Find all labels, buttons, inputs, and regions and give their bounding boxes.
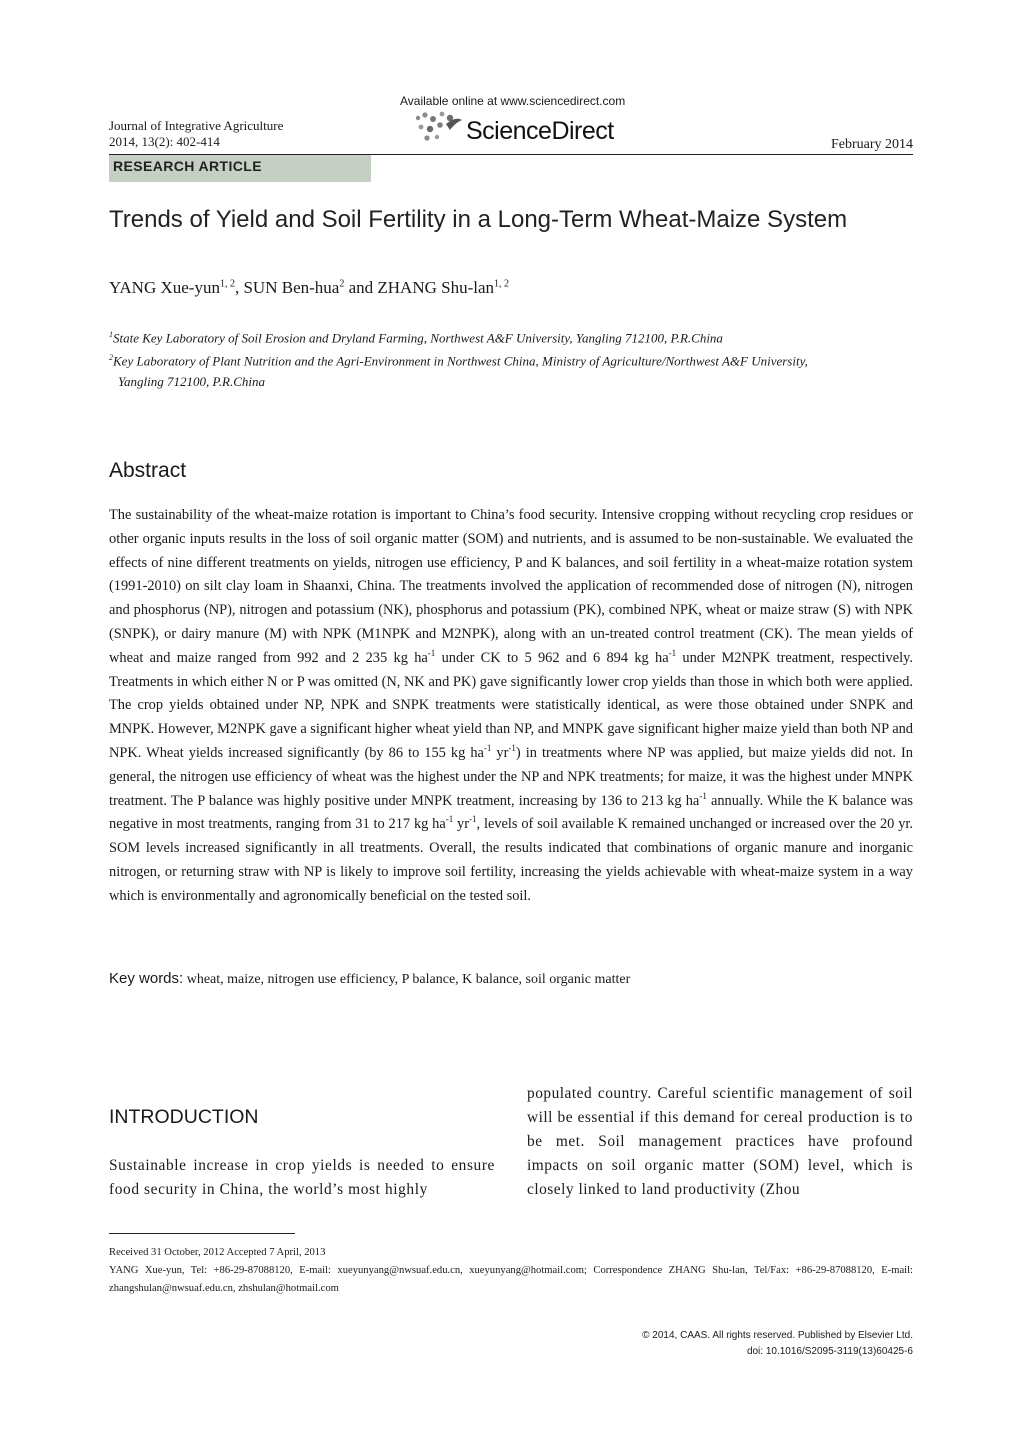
author-affiliation-mark: 2 — [339, 278, 345, 290]
author-separator: , — [234, 278, 244, 297]
introduction-heading: INTRODUCTION — [109, 1106, 259, 1128]
author-name: ZHANG Shu-lan — [377, 278, 495, 297]
affiliation-list — [109, 325, 913, 392]
author-list — [109, 278, 509, 298]
sciencedirect-wordmark: ScienceDirect — [466, 117, 614, 145]
affiliation-text: Key Laboratory of Plant Nutrition and the Agri-Environment in Northwest China, Ministry of Agriculture/Northwest A&F University, — [113, 353, 808, 369]
journal-issue: 2014, 13(2): 402-414 — [109, 134, 220, 149]
author-contact: YANG Xue-yun, Tel: +86-29-87088120, E-mail: xueyunyang@nwsuaf.edu.cn, xueyunyang@hotmail.com; Correspondence ZHANG Shu-lan, Tel/Fax: +86-29-87088120, E-mail: zhangshulan@nwsuaf.edu.cn, zhshulan@hotmail.com — [109, 1265, 913, 1294]
footnotes — [109, 1244, 913, 1298]
doi: doi: 10.1016/S2095-3119(13)60425-6 — [746, 1346, 913, 1357]
abstract-heading: Abstract — [109, 459, 187, 482]
abstract-text-run: under M2NPK treatment, respectively. Treatments in which either N or P was omitted (N, NK and PK) gave significantly lower crop yields than those in which both were applied. The crop yields obtained under NP, NPK and SNPK treatments were statistically identical, as were those obtained under SNPK and MNPK. However, M2NPK gave a significant higher wheat yield than NP, and MNPK gave significant higher maize yield than both NP and NPK. Wheat yields increased significantly (by 86 to 155 kg ha — [109, 649, 913, 761]
keywords-text: wheat, maize, nitrogen use efficiency, P balance, K balance, soil organic matter — [183, 972, 631, 987]
footnote-divider — [109, 1233, 295, 1234]
abstract-text-run: annually. While the K balance was negative in most treatments, ranging from 31 to 217 kg ha — [109, 792, 913, 833]
journal-name: Journal of Integrative Agriculture — [109, 118, 284, 133]
journal-info — [109, 118, 283, 150]
abstract-text-run: , levels of soil available K remained unchanged or increased over the 20 yr. SOM levels increased significantly in all treatments. Overall, the results indicated that combinations of organic manure and inorganic nitrogen, or returning straw with NP is likely to improve soil fertility, increasing the yields achievable with wheat-maize system in a way which is environmentally and agronomically beneficial on the tested soil. — [109, 816, 913, 904]
affiliation — [109, 348, 913, 371]
copyright-notice: © 2014, CAAS. All rights reserved. Published by Elsevier Ltd. — [642, 1330, 913, 1341]
superscript: -1 — [483, 743, 492, 754]
superscript: -1 — [427, 647, 436, 658]
copyright-block — [642, 1328, 913, 1360]
author-name: SUN Ben-hua — [243, 278, 340, 297]
publication-date: February 2014 — [830, 137, 913, 152]
article-type-label: RESEARCH ARTICLE — [113, 158, 262, 174]
keywords — [109, 970, 630, 988]
introduction-right-column: populated country. Careful scientific management of soil will be essential if this demand for cereal production is to be met. Soil management practices have profound impacts on soil organic matter (SOM) level, which is closely linked to land productivity (Zhou — [527, 1085, 913, 1198]
introduction-left-column: Sustainable increase in crop yields is needed to ensure food security in China, the world’s most highly — [109, 1157, 495, 1198]
received-dates: Received 31 October, 2012 Accepted 7 April, 2013 — [109, 1247, 326, 1258]
author-affiliation-mark: 1, 2 — [219, 278, 235, 290]
affiliation-text: State Key Laboratory of Soil Erosion and Dryland Farming, Northwest A&F University, Yangling 712100, P.R.China — [113, 330, 723, 346]
affiliation — [109, 325, 913, 348]
abstract-text-run: ) in treatments where NP was applied, but maize yields did not. In general, the nitrogen use efficiency of wheat was the highest under the NP and NPK treatments; for maize, it was the highest under MNPK treatment. The P balance was highly positive under MNPK treatment, increasing by 136 to 213 kg ha — [109, 744, 913, 809]
abstract-text-run: yr — [491, 744, 509, 761]
keywords-label: Key words — [109, 970, 180, 987]
superscript: -1 — [508, 743, 516, 754]
article-title: Trends of Yield and Soil Fertility in a Long-Term Wheat-Maize System — [109, 206, 848, 233]
superscript: -1 — [445, 814, 454, 825]
author-separator: and — [344, 278, 378, 297]
author-name: YANG Xue-yun — [109, 278, 220, 297]
abstract-body — [109, 504, 913, 909]
affiliation-mark: 2 — [109, 353, 113, 363]
affiliation-continuation: Yangling 712100, P.R.China — [118, 373, 265, 389]
keywords-colon: : — [179, 970, 184, 987]
available-online-notice: Available online at www.sciencedirect.com — [400, 94, 626, 108]
abstract-text-run: under CK to 5 962 and 6 894 kg ha — [435, 649, 669, 666]
abstract-text-run: The sustainability of the wheat-maize rotation is important to China’s food security. Intensive cropping without recycling crop residues or other organic inputs results in the loss of soil organic matter (SOM) and nutrients, and is assumed to be non-sustainable. We evaluated the effects of nine different treatments on yields, nitrogen use efficiency, P and K balances, and soil fertility in a wheat-maize rotation system (1991-2010) on silt clay loam in Shaanxi, China. The treatments involved the application of recommended dose of nitrogen (N), nitrogen and phosphorus (NP), nitrogen and potassium (NK), phosphorus and potassium (PK), combined NPK, wheat or maize straw (S) with NPK (SNPK), or dairy manure (M) with NPK (M1NPK and M2NPK), along with an un-treated control treatment (CK). The mean yields of wheat and maize ranged from 992 and 2 235 kg ha — [109, 507, 913, 666]
superscript: -1 — [668, 647, 677, 658]
affiliation-mark: 1 — [109, 330, 113, 339]
author-affiliation-mark: 1, 2 — [494, 278, 510, 290]
abstract-text-run: yr — [453, 816, 470, 833]
superscript: -1 — [699, 790, 707, 801]
superscript: -1 — [469, 814, 477, 825]
